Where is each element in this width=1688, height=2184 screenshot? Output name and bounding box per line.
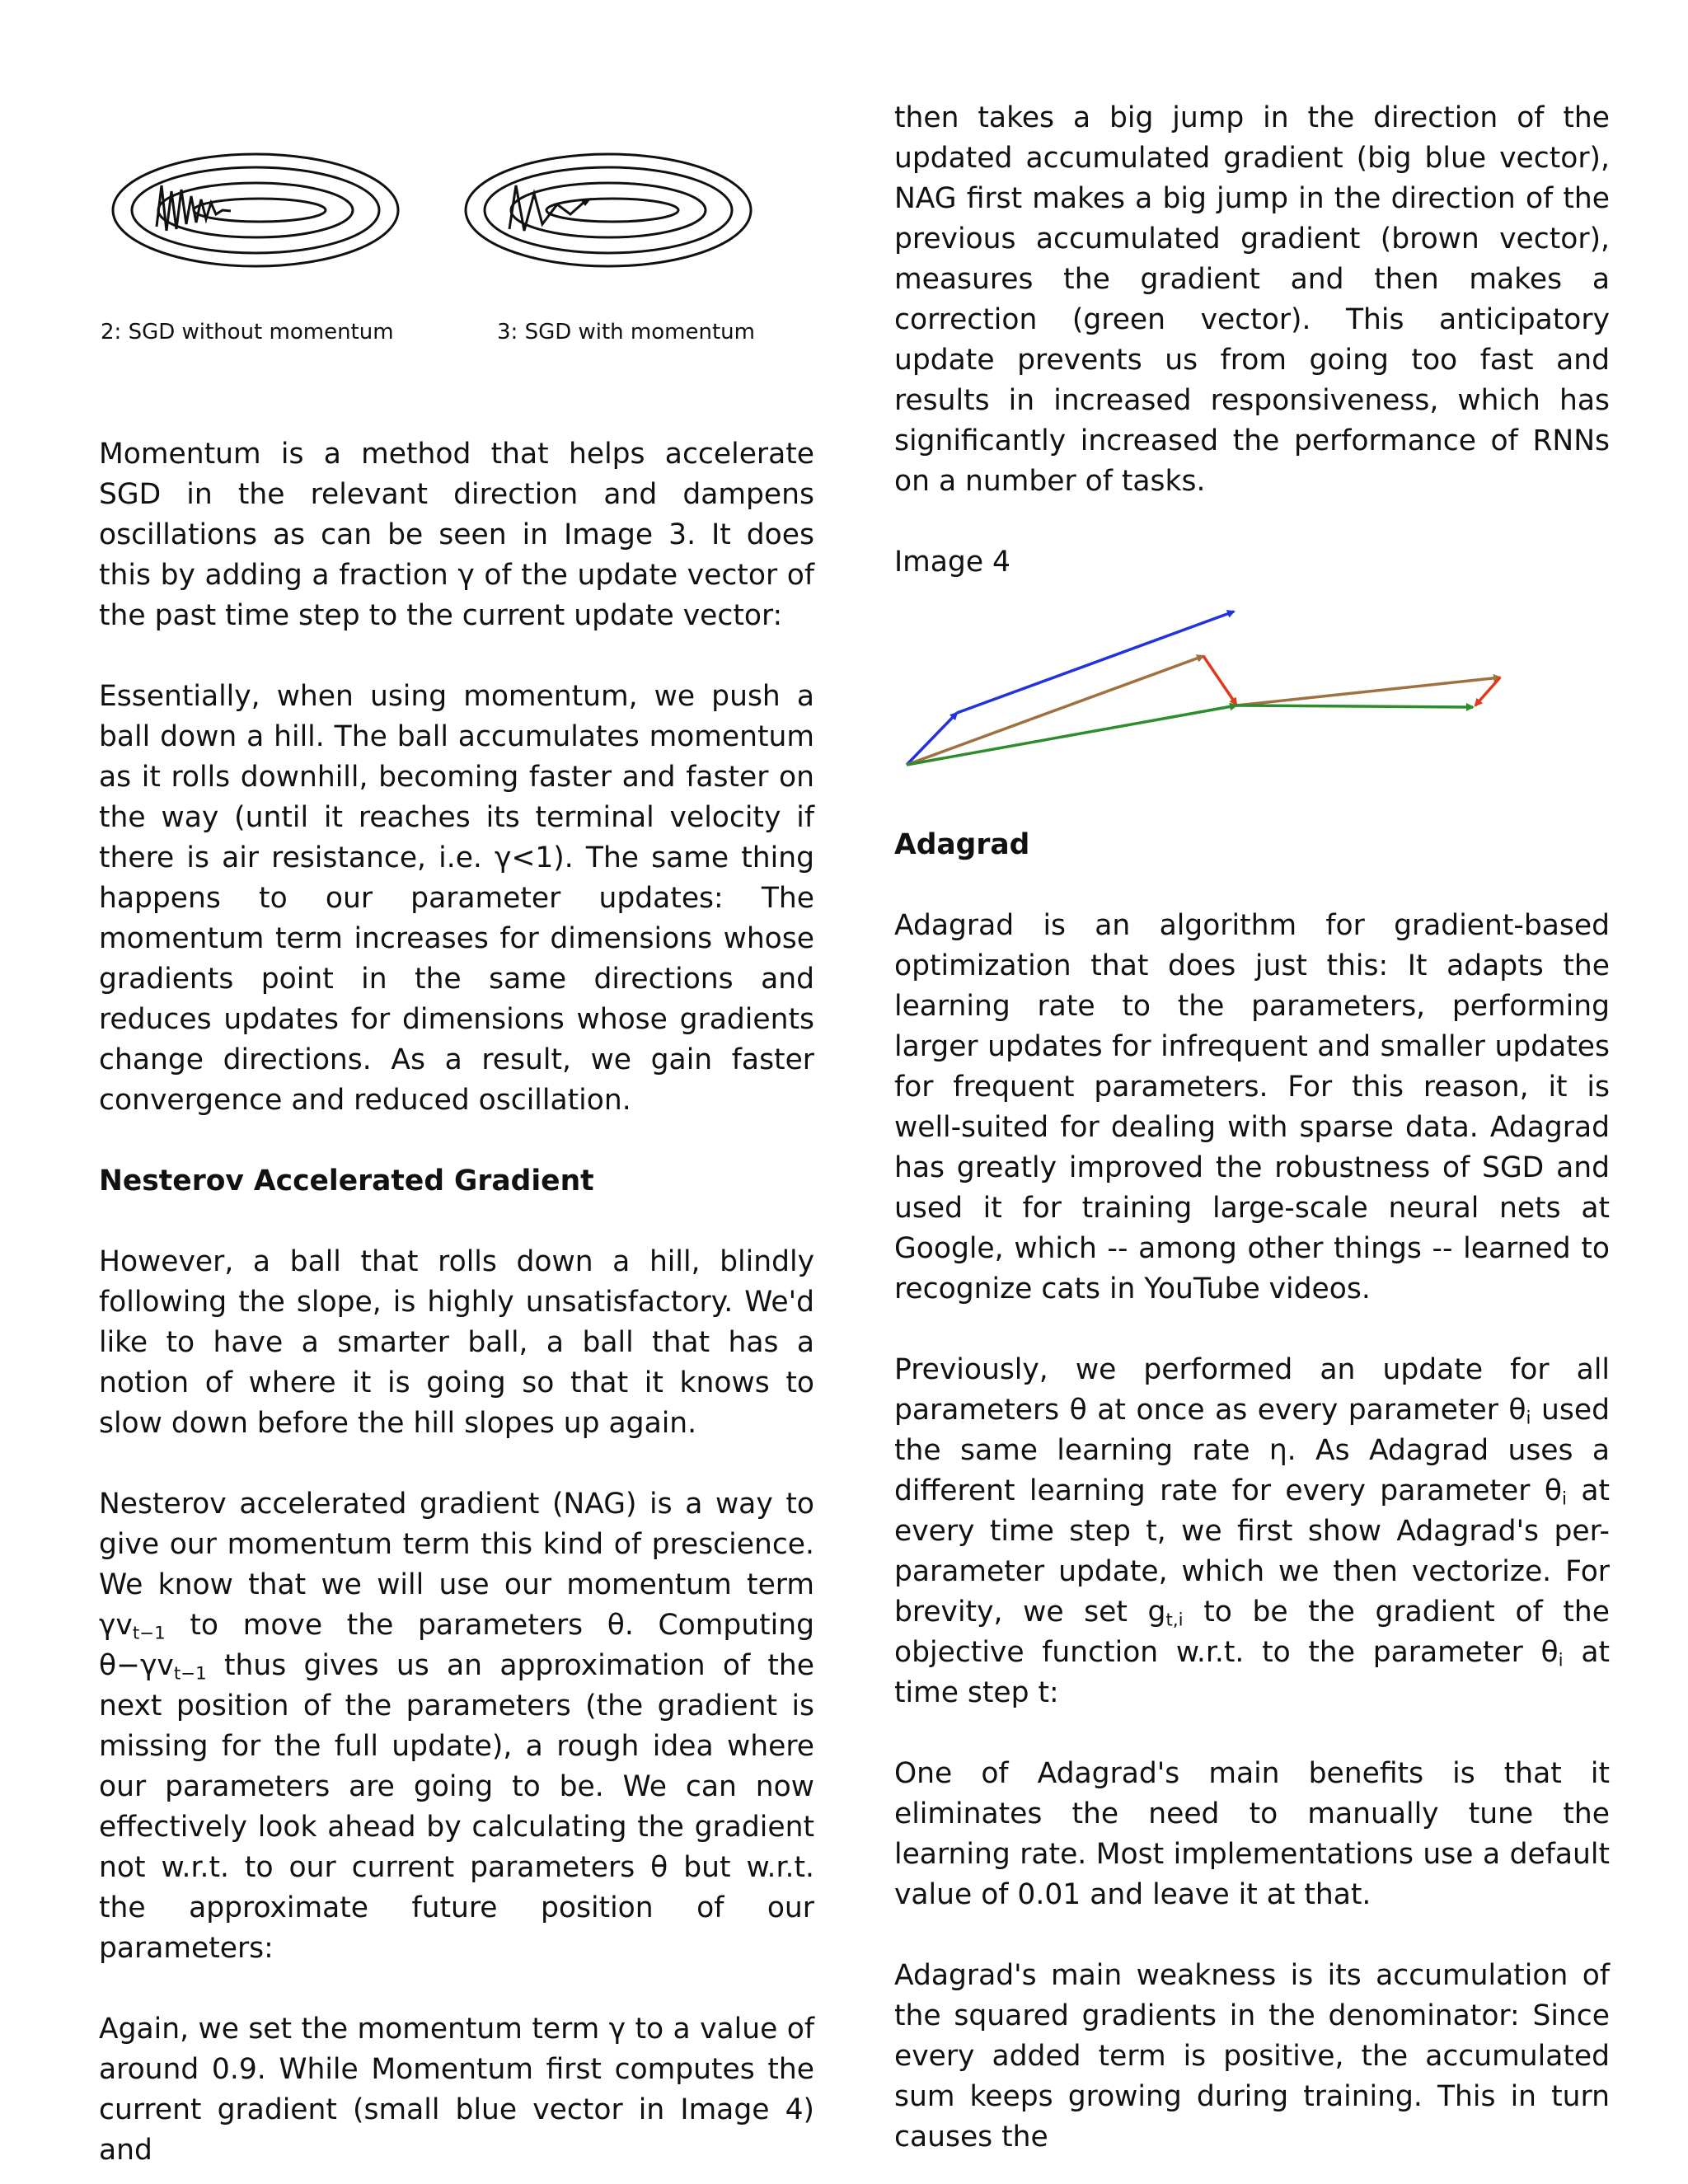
adagrad-weakness-paragraph: Adagrad's main weakness is its accumulation of the squared gradients in the denominator: Since every added term is positive, the accumulated sum keeps growing during training. This in turn causes the bbox=[894, 1959, 1610, 2154]
brown-vector-1 bbox=[907, 656, 1203, 765]
ball-analogy-paragraph: Essentially, when using momentum, we push a ball down a hill. The ball accumulates momentum as it rolls downhill, becoming faster and faster on the way (until it reaches its terminal velocity if there is air resistance, i.e. γ<1). The same thing happens to our parameter updates: The momentum term increases for dimensions whose gradients point in the same directions and reduces updates for dimensions whose gradients change directions. As a result, we gain faster convergence and reduced oscillation. bbox=[99, 680, 814, 1117]
adagrad-update-paragraph: Previously, we performed an update for all parameters θ at once as every parameter $\theta_i$ used the same learning rate η. As Adagrad uses a different learning rate for every parameter $\theta_i$ at every time step t, we first show Adagrad's per-parameter update, which we then vectorize. For brevity, we set $g_{t,i}$ to be the gradient of the objective function w.r.t. to the parameter $\theta_i$ at time step t: bbox=[894, 1353, 1610, 1709]
left-column bbox=[99, 434, 814, 2171]
nag-heading: Nesterov Accelerated Gradient bbox=[99, 1165, 594, 1197]
adagrad-heading: Adagrad bbox=[894, 828, 1030, 861]
nag-vector-diagram bbox=[894, 593, 1521, 775]
big-blue-vector bbox=[957, 612, 1234, 713]
right-column bbox=[894, 98, 1610, 2158]
adagrad-benefit-paragraph: One of Adagrad's main benefits is that it eliminates the need to manually tune the learning rate. Most implementations use a default value of 0.01 and leave it at that. bbox=[894, 1757, 1610, 1911]
smarter-ball-paragraph: However, a ball that rolls down a hill, blindly following the slope, is highly unsatisfactory. We'd like to have a smarter ball, a ball that has a notion of where it is going so that it knows to slow down before the hill slopes up again. bbox=[99, 1245, 814, 1440]
momentum-value-paragraph: Again, we set the momentum term γ to a value of around 0.9. While Momentum first computes the current gradient (small blue vector in Image 4) and bbox=[99, 2013, 814, 2167]
nag-continuation-paragraph: then takes a big jump in the direction of the updated accumulated gradient (big blue vector), NAG first makes a big jump in the direction of the previous accumulated gradient (brown vector), measures the gradient and then makes a correction (green vector). This anticipatory update prevents us from going too fast and results in increased responsiveness, which has significantly increased the performance of RNNs on a number of tasks. bbox=[894, 101, 1610, 498]
sgd-with-momentum-figure bbox=[460, 148, 757, 272]
figure-2-caption: 2: SGD without momentum bbox=[101, 320, 394, 344]
brown-vector-2 bbox=[1236, 677, 1500, 705]
nag-paragraph: Nesterov accelerated gradient (NAG) is a way to give our momentum term this kind of prescience. We know that we will use our momentum term $\gamma v_{t-1}$ to move the parameters θ. Computing $\theta-\gamma v_{t-1}$ thus gives us an approximation of the next position of the parameters (the gradient is missing for the full update), a rough idea where our parameters are going to be. We can now effectively look ahead by calculating the gradient not w.r.t. to our current parameters θ but w.r.t. the approximate future position of our parameters: bbox=[99, 1488, 814, 1965]
red-vector-2 bbox=[1475, 677, 1500, 705]
momentum-paragraph: Momentum is a method that helps accelerate SGD in the relevant direction and dampens oscillations as can be seen in Image 3. It does this by adding a fraction γ of the update vector of the past time step to the current update vector: bbox=[99, 438, 814, 632]
red-vector-1 bbox=[1203, 656, 1236, 705]
sgd-without-momentum-figure bbox=[107, 148, 404, 272]
green-vector-2 bbox=[1236, 705, 1473, 707]
figure-3-caption: 3: SGD with momentum bbox=[497, 320, 755, 344]
adagrad-intro-paragraph: Adagrad is an algorithm for gradient-based optimization that does just this: It adapts the learning rate to the parameters, performing larger updates for infrequent and smaller updates for frequent parameters. For this reason, it is well-suited for dealing with sparse data. Adagrad has greatly improved the robustness of SGD and used it for training large-scale neural nets at Google, which -- among other things -- learned to recognize cats in YouTube videos. bbox=[894, 909, 1610, 1305]
image-4-label: Image 4 bbox=[894, 546, 1010, 579]
